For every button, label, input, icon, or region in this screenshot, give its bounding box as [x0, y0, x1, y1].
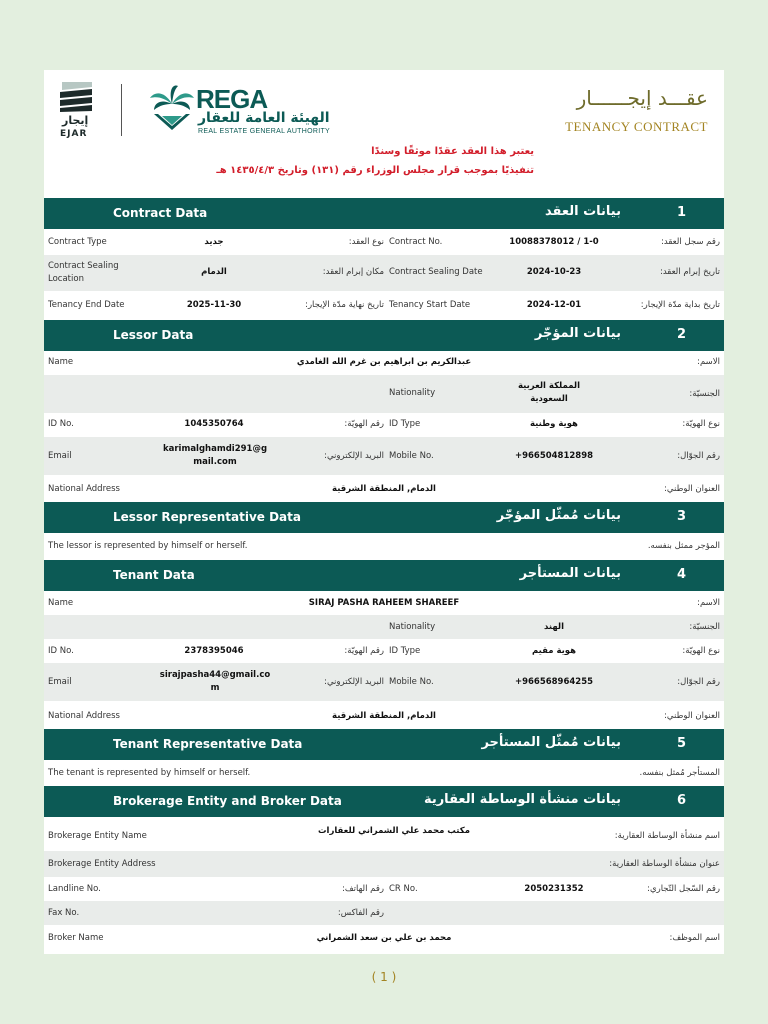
lessor-nationality-value: المملكة العربية السعودية	[517, 381, 581, 404]
label-ar: رقم الهويّة:	[344, 419, 384, 429]
label-en: Landline No.	[48, 884, 101, 894]
label-en: ID Type	[389, 419, 421, 429]
lessor-rep-note-en: The lessor is represented by himself or herself.	[48, 541, 248, 551]
contract-row-type	[44, 229, 724, 255]
label-ar: رقم الهويّة:	[344, 646, 384, 656]
ejar-stripes-icon	[58, 82, 94, 112]
section-number: 1	[676, 205, 686, 220]
section-title-ar: بيانات العقد	[545, 204, 621, 219]
tenancy-start-value: 2024-12-01	[526, 300, 582, 310]
label-en: Contract Sealing Date	[389, 267, 483, 277]
section-number: 2	[676, 327, 686, 342]
label-ar: نوع العقد:	[348, 237, 384, 247]
tenant-row-address	[44, 701, 724, 728]
brokerage-row-landline	[44, 877, 724, 901]
lessor-row-name	[44, 351, 724, 375]
label-ar: نوع الهويّة:	[682, 419, 720, 429]
label-en: Name	[48, 357, 74, 367]
cr-number-value: 2050231352	[524, 884, 584, 894]
section-title-en: Contract Data	[113, 206, 208, 220]
section-title-en: Tenant Data	[113, 568, 195, 582]
rega-arabic-name: الهيئة العامة للعقار	[198, 110, 330, 126]
label-ar: تاريخ نهاية مدّة الإيجار:	[305, 300, 384, 310]
label-ar: البريد الإلكتروني:	[324, 451, 384, 461]
section-title-ar: بيانات مُمثّل المستأجر	[481, 735, 621, 750]
tenant-nationality-value: الهند	[543, 622, 565, 632]
tenant-mobile-value: +966568964255	[514, 677, 594, 687]
lessor-id-type-value: هوية وطنية	[530, 419, 578, 429]
section-header-tenant	[44, 560, 724, 591]
ejar-arabic-text: إيجار	[62, 114, 89, 127]
lessor-name-value: عبدالكريم بن ابراهيم بن غرم الله الغامدي	[296, 357, 472, 367]
lessor-rep-row	[44, 533, 724, 559]
label-ar: تاريخ بداية مدّة الإيجار:	[640, 300, 720, 310]
tenant-name-value: SIRAJ PASHA RAHEEM SHAREEF	[308, 598, 460, 608]
label-ar: رقم الجوّال:	[677, 677, 720, 687]
label-en: Brokerage Entity Name	[48, 831, 147, 841]
section-number: 6	[676, 793, 686, 808]
lessor-row-id	[44, 413, 724, 437]
document-header	[44, 70, 724, 198]
label-ar: مكان إبرام العقد:	[322, 267, 384, 277]
section-title-ar: بيانات المستأجر	[519, 566, 621, 581]
label-ar: رقم سجل العقد:	[661, 237, 720, 247]
label-ar: الجنسيّة:	[689, 389, 720, 399]
section-title-en: Tenant Representative Data	[113, 737, 303, 751]
label-en: Mobile No.	[389, 451, 434, 461]
section-title-ar: بيانات المؤجّر	[534, 326, 621, 341]
label-en: ID Type	[389, 646, 421, 656]
label-en: Contract No.	[389, 237, 443, 247]
ejar-logo	[56, 82, 96, 140]
label-en: Contract Type	[48, 237, 107, 247]
section-header-brokerage	[44, 786, 724, 817]
label-ar: العنوان الوطني:	[664, 484, 720, 494]
label-en: Brokerage Entity Address	[48, 859, 156, 869]
lessor-rep-note-ar: المؤجر ممثل بنفسه.	[647, 541, 720, 551]
contract-page	[44, 70, 724, 954]
brokerage-row-address	[44, 851, 724, 877]
lessor-address-value: الدمام, المنطقة الشرقية	[332, 484, 436, 494]
label-en: National Address	[48, 711, 120, 721]
lessor-id-value: 1045350764	[184, 419, 244, 429]
brokerage-row-broker	[44, 925, 724, 951]
label-en: ID No.	[48, 646, 74, 656]
label-ar: نوع الهويّة:	[682, 646, 720, 656]
label-ar: اسم الموظف:	[669, 933, 720, 943]
label-ar: الاسم:	[697, 357, 720, 367]
section-title-ar: بيانات مُمثّل المؤجّر	[496, 508, 621, 523]
tenant-row-id	[44, 639, 724, 663]
label-en: Contract Sealing Location	[48, 261, 119, 284]
label-en: Nationality	[389, 622, 436, 632]
label-en: ID No.	[48, 419, 74, 429]
label-ar: رقم الهاتف:	[341, 884, 384, 894]
ejar-english-text: EJAR	[60, 129, 88, 139]
tenant-address-value: الدمام, المنطقة الشرقية	[332, 711, 436, 721]
tenant-rep-row	[44, 760, 724, 786]
label-en: Tenancy Start Date	[389, 300, 471, 310]
contract-type-value: جديد	[204, 237, 224, 247]
section-number: 4	[676, 567, 686, 582]
tenant-email-value: sirajpasha44@gmail.com	[159, 670, 271, 693]
rega-wordmark: REGA	[196, 84, 268, 114]
section-title-en: Lessor Data	[113, 328, 194, 342]
sealing-location-value: الدمام	[201, 267, 227, 277]
document-title-english: TENANCY CONTRACT	[565, 119, 708, 134]
legal-notice-line-1: يعتبر هذا العقد عقدًا موثقًا وسندًا	[371, 146, 534, 157]
label-en: Broker Name	[48, 933, 104, 943]
tenant-rep-note-ar: المستأجر مُمثل بنفسه.	[639, 768, 720, 778]
page-number: ( 1 )	[371, 970, 397, 984]
label-ar: الاسم:	[697, 598, 720, 608]
label-en: Nationality	[389, 388, 436, 398]
label-ar: عنوان منشأة الوساطة العقارية:	[609, 859, 720, 869]
tenant-id-value: 2378395046	[184, 646, 244, 656]
contract-row-sealing	[44, 255, 724, 291]
section-number: 3	[676, 509, 686, 524]
label-en: Email	[48, 451, 72, 461]
logo-divider	[121, 84, 122, 136]
brokerage-row-fax	[44, 901, 724, 925]
section-number: 5	[676, 736, 686, 751]
tenancy-end-value: 2025-11-30	[186, 300, 242, 310]
label-en: Name	[48, 598, 74, 608]
section-title-ar: بيانات منشأة الوساطة العقارية	[423, 792, 621, 807]
label-ar: اسم منشأة الوساطة العقارية:	[614, 831, 720, 841]
label-ar: رقم الفاكس:	[337, 908, 384, 918]
label-en: Fax No.	[48, 908, 80, 918]
label-en: CR No.	[389, 884, 418, 894]
legal-notice-line-2: تنفيذيًا بموجب قرار مجلس الوزراء رقم (١٣١) وتاريخ ١٤٣٥/٤/٣ هـ	[216, 165, 534, 176]
lessor-row-contact	[44, 437, 724, 475]
lessor-row-nationality	[44, 375, 724, 413]
label-en: Mobile No.	[389, 677, 434, 687]
section-header-lessor-rep	[44, 502, 724, 533]
label-en: Tenancy End Date	[48, 300, 125, 310]
rega-palm-icon	[150, 84, 194, 136]
tenant-id-type-value: هوية مقيم	[531, 646, 577, 656]
label-ar: الجنسيّة:	[689, 622, 720, 632]
document-title-arabic: عقـــد إيجــــــار	[576, 86, 708, 110]
brokerage-entity-value: مكتب محمد علي الشمراني للعقارات	[318, 826, 470, 836]
tenant-row-contact	[44, 663, 724, 701]
section-title-en: Lessor Representative Data	[113, 510, 301, 524]
lessor-row-address	[44, 475, 724, 501]
label-en: National Address	[48, 484, 120, 494]
label-ar: العنوان الوطني:	[664, 711, 720, 721]
contract-number-value: 10088378012 / 1-0	[509, 237, 599, 247]
label-ar: رقم السّجل التّجاري:	[647, 884, 720, 894]
section-header-tenant-rep	[44, 729, 724, 760]
label-ar: البريد الإلكتروني:	[324, 677, 384, 687]
section-header-contract	[44, 198, 724, 229]
contract-row-dates	[44, 291, 724, 319]
section-title-en: Brokerage Entity and Broker Data	[113, 794, 342, 808]
section-header-lessor	[44, 320, 724, 351]
label-en: Email	[48, 677, 72, 687]
lessor-email-value: karimalghamdi291@gmail.com	[162, 444, 268, 467]
lessor-mobile-value: +966504812898	[514, 451, 594, 461]
brokerage-row-entity	[44, 817, 724, 851]
tenant-row-nationality	[44, 615, 724, 639]
sealing-date-value: 2024-10-23	[526, 267, 582, 277]
label-ar: تاريخ إبرام العقد:	[659, 267, 720, 277]
rega-english-name: REAL ESTATE GENERAL AUTHORITY	[198, 128, 331, 135]
tenant-row-name	[44, 591, 724, 615]
label-ar: رقم الجوّال:	[677, 451, 720, 461]
broker-name-value: محمد بن علي بن سعد الشمراني	[316, 933, 452, 943]
tenant-rep-note-en: The tenant is represented by himself or herself.	[48, 768, 251, 778]
